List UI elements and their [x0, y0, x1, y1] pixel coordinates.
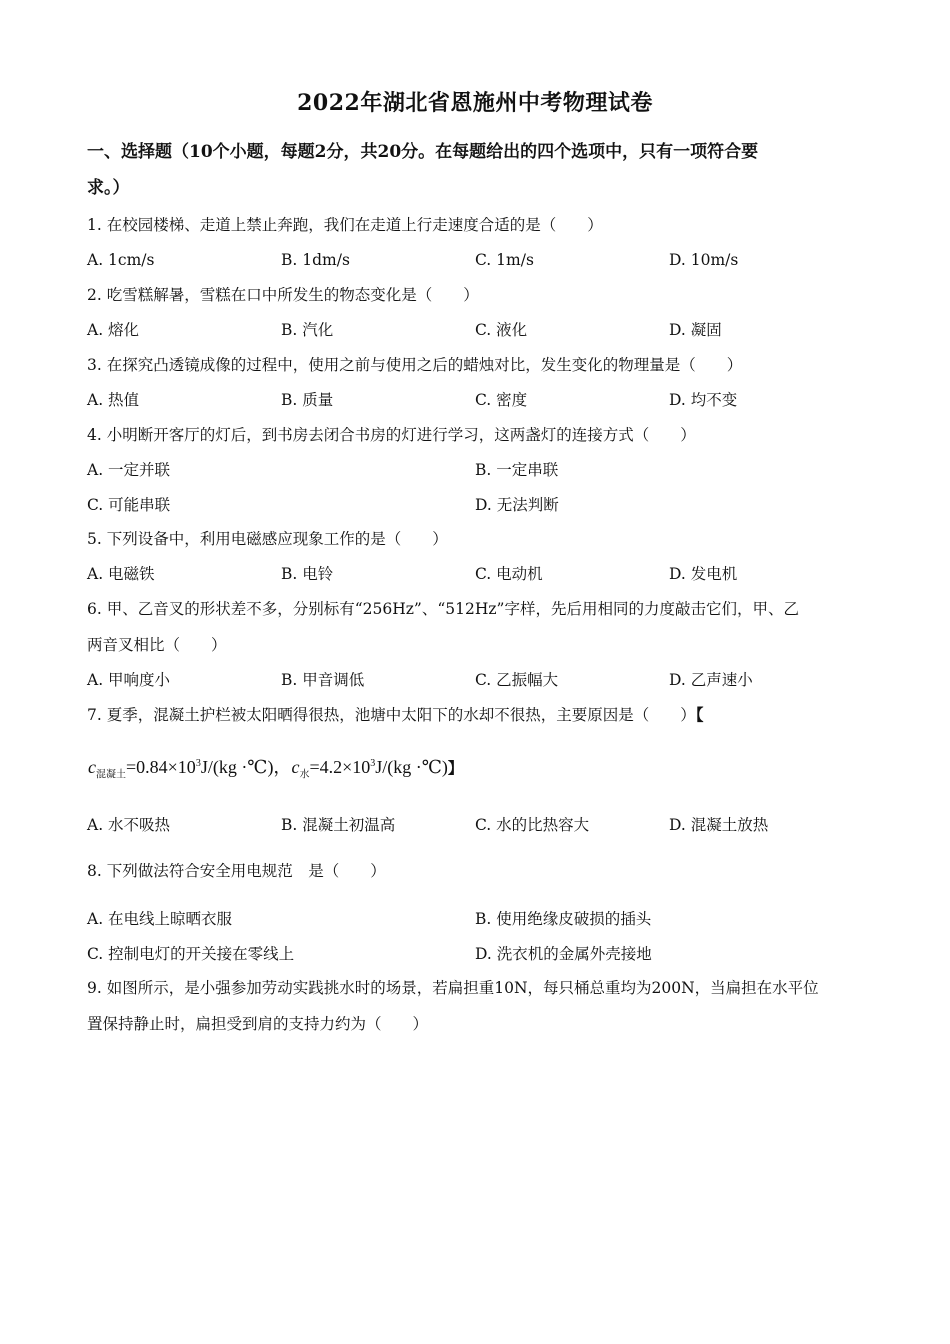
- question-6-option-d: D. 乙声速小: [669, 671, 753, 689]
- question-1-option-a: A. 1cm/s: [87, 251, 155, 269]
- question-1-option-c: C. 1m/s: [475, 251, 534, 269]
- question-9-stem-line1: 9. 如图所示，是小强参加劳动实践挑水时的场景，若扁担重10N，每只桶总重均为200N，当扁担在水平位: [87, 979, 819, 997]
- section-heading-line2: 求。）: [87, 178, 130, 198]
- formula-symbol-1: c: [88, 757, 96, 777]
- question-4-stem: 4. 小明断开客厅的灯后，到书房去闭合书房的灯进行学习，这两盏灯的连接方式（ ）: [87, 426, 696, 444]
- question-7-option-c: C. 水的比热容大: [475, 816, 590, 834]
- question-6-option-a: A. 甲响度小: [87, 671, 171, 689]
- question-3-option-d: D. 均不变: [669, 391, 738, 409]
- formula-unit-1: J/(kg ·℃)，: [200, 757, 292, 777]
- formula-value-1: =0.84×10: [126, 757, 196, 777]
- formula-exponent-1: 3: [195, 758, 201, 769]
- question-3-stem: 3. 在探究凸透镜成像的过程中，使用之前与使用之后的蜡烛对比，发生变化的物理量是（ ）: [87, 356, 743, 374]
- question-6-stem-line2: 两音叉相比（ ）: [87, 636, 227, 654]
- question-1-stem: 1. 在校园楼梯、走道上禁止奔跑，我们在走道上行走速度合适的是（ ）: [87, 216, 603, 234]
- section-heading-line1: 一、选择题（10个小题，每题2分，共20分。在每题给出的四个选项中，只有一项符合要: [87, 142, 759, 162]
- formula-subscript-concrete: 混凝土: [96, 769, 126, 781]
- question-1-option-b: B. 1dm/s: [281, 251, 350, 269]
- question-8-option-d: D. 洗衣机的金属外壳接地: [475, 945, 652, 963]
- question-2-option-d: D. 凝固: [669, 321, 722, 339]
- formula-subscript-water: 水: [299, 769, 310, 781]
- specific-heat-formula: [88, 750, 463, 790]
- question-7-bracket-close: 】: [447, 761, 463, 777]
- question-5-option-b: B. 电铃: [281, 565, 334, 583]
- question-7-option-a: A. 水不吸热: [87, 816, 171, 834]
- question-2-option-b: B. 汽化: [281, 321, 334, 339]
- question-5-option-d: D. 发电机: [669, 565, 738, 583]
- question-7-stem-text: 7. 夏季，混凝土护栏被太阳晒得很热，池塘中太阳下的水却不很热，主要原因是（ ）: [87, 706, 696, 724]
- question-3-option-b: B. 质量: [281, 391, 334, 409]
- question-3-option-c: C. 密度: [475, 391, 528, 409]
- question-8-option-a: A. 在电线上晾晒衣服: [87, 910, 233, 928]
- question-1-option-d: D. 10m/s: [669, 251, 739, 269]
- question-7-option-b: B. 混凝土初温高: [281, 816, 396, 834]
- question-4-option-c: C. 可能串联: [87, 496, 171, 514]
- question-2-option-a: A. 熔化: [87, 321, 140, 339]
- question-3-option-a: A. 热值: [87, 391, 140, 409]
- question-7-option-d: D. 混凝土放热: [669, 816, 769, 834]
- question-2-option-c: C. 液化: [475, 321, 528, 339]
- question-9-stem-line2: 置保持静止时，扁担受到肩的支持力约为（ ）: [87, 1015, 429, 1033]
- question-5-stem: 5. 下列设备中，利用电磁感应现象工作的是（ ）: [87, 530, 448, 548]
- page-title: 2022年湖北省恩施州中考物理试卷: [297, 90, 653, 116]
- formula-unit-2: J/(kg ·℃): [375, 757, 448, 777]
- question-8-option-b: B. 使用绝缘皮破损的插头: [475, 910, 652, 928]
- formula-exponent-2: 3: [370, 758, 376, 769]
- formula-value-2: =4.2×10: [309, 757, 371, 777]
- question-6-option-b: B. 甲音调低: [281, 671, 365, 689]
- question-7-stem: [87, 704, 703, 726]
- formula-symbol-2: c: [291, 757, 300, 777]
- question-2-stem: 2. 吃雪糕解暑，雪糕在口中所发生的物态变化是（ ）: [87, 286, 479, 304]
- question-5-option-c: C. 电动机: [475, 565, 543, 583]
- question-8-option-c: C. 控制电灯的开关接在零线上: [87, 945, 295, 963]
- question-6-option-c: C. 乙振幅大: [475, 671, 559, 689]
- question-6-stem-line1: 6. 甲、乙音叉的形状差不多，分别标有“256Hz”、“512Hz”字样，先后用相同的力度敲击它们，甲、乙: [87, 600, 799, 618]
- question-4-option-d: D. 无法判断: [475, 496, 559, 514]
- question-7-bracket-open: 【: [695, 705, 704, 724]
- question-4-option-b: B. 一定串联: [475, 461, 559, 479]
- question-4-option-a: A. 一定并联: [87, 461, 171, 479]
- question-8-stem: 8. 下列做法符合安全用电规范 是（ ）: [87, 862, 386, 880]
- question-5-option-a: A. 电磁铁: [87, 565, 155, 583]
